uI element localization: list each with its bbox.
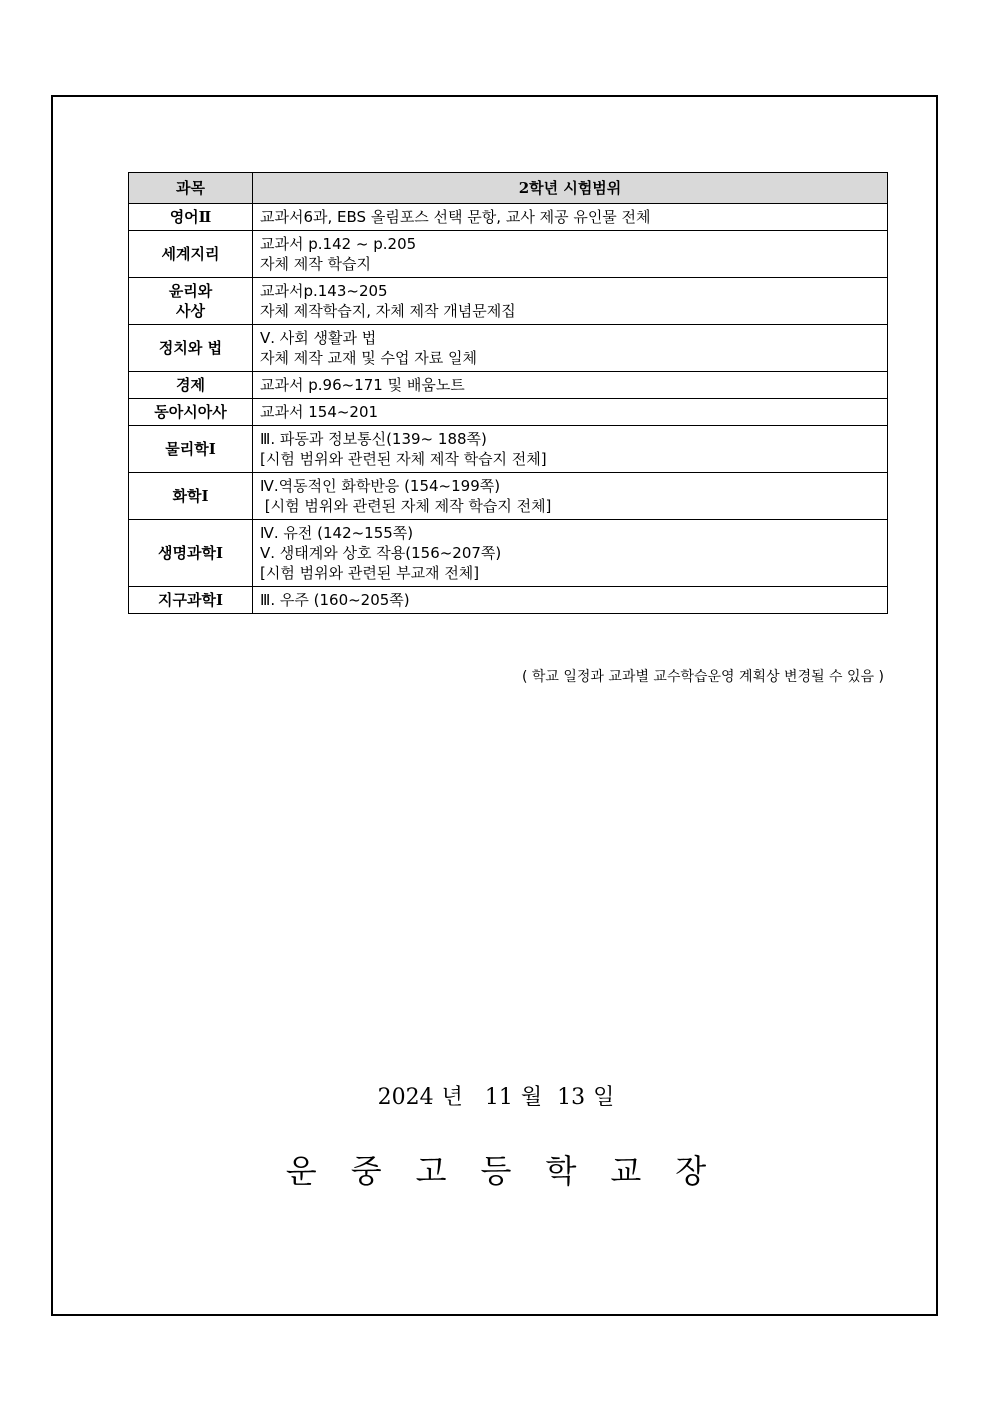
table-row — [129, 372, 888, 399]
date-month-unit: 월 — [520, 1085, 543, 1110]
subject-cell — [129, 204, 253, 231]
subject-name: 사상 — [176, 302, 205, 320]
exam-range-table — [128, 172, 888, 614]
range-line: [시험 범위와 관련된 자체 제작 학습지 전체] — [260, 450, 547, 468]
range-cell — [253, 204, 888, 231]
subject-cell — [129, 587, 253, 614]
subject-cell — [129, 426, 253, 473]
issue-date — [0, 1080, 992, 1111]
table-row — [129, 278, 888, 325]
subject-cell — [129, 399, 253, 426]
subject-cell — [129, 520, 253, 587]
range-line: [시험 범위와 관련된 자체 제작 학습지 전체] — [260, 497, 552, 515]
date-month: 11 — [484, 1085, 513, 1110]
subject-name: 세계지리 — [161, 245, 220, 263]
range-line: Ⅲ. 파동과 정보통신(139~ 188쪽) — [260, 430, 487, 448]
date-day: 13 — [557, 1085, 586, 1110]
subject-cell — [129, 278, 253, 325]
subject-cell — [129, 325, 253, 372]
range-line: Ⅳ. 유전 (142~155쪽) — [260, 524, 414, 542]
range-line: 자체 제작 교재 및 수업 자료 일체 — [260, 349, 477, 367]
range-cell — [253, 372, 888, 399]
header-subject: 과목 — [129, 173, 253, 204]
range-line: 교과서 p.96~171 및 배움노트 — [260, 376, 465, 394]
subject-name: 경제 — [176, 376, 205, 394]
subject-cell — [129, 231, 253, 278]
range-line: 교과서 154~201 — [260, 403, 379, 421]
header-range: 2학년 시험범위 — [253, 173, 888, 204]
range-line: Ⅴ. 생태계와 상호 작용(156~207쪽) — [260, 544, 502, 562]
subject-name: 영어Ⅱ — [169, 208, 212, 226]
range-cell — [253, 399, 888, 426]
range-line: 자체 제작 학습지 — [260, 255, 371, 273]
range-line: 교과서 p.142 ~ p.205 — [260, 235, 417, 253]
table-row — [129, 325, 888, 372]
date-year-unit: 년 — [441, 1085, 463, 1110]
range-cell — [253, 587, 888, 614]
subject-cell — [129, 372, 253, 399]
subject-name: 정치와 법 — [158, 339, 223, 357]
subject-name: 생명과학Ⅰ — [158, 544, 223, 562]
table-row — [129, 587, 888, 614]
subject-cell — [129, 473, 253, 520]
range-cell — [253, 473, 888, 520]
date-year: 2024 — [377, 1085, 434, 1110]
table-row — [129, 473, 888, 520]
table-body — [129, 204, 888, 614]
range-cell — [253, 520, 888, 587]
range-line: Ⅲ. 우주 (160~205쪽) — [260, 591, 410, 609]
school-principal-name: 운중고등학교장 — [285, 1152, 741, 1190]
table-row — [129, 204, 888, 231]
subject-name: 화학Ⅰ — [172, 487, 209, 505]
table-row — [129, 426, 888, 473]
subject-name: 물리학Ⅰ — [165, 440, 216, 458]
table-row — [129, 399, 888, 426]
range-line: [시험 범위와 관련된 부교재 전체] — [260, 564, 480, 582]
change-notice: ( 학교 일정과 교과별 교수학습운영 계획상 변경될 수 있음 ) — [521, 669, 884, 685]
range-cell — [253, 426, 888, 473]
subject-name: 지구과학Ⅰ — [158, 591, 223, 609]
range-cell — [253, 231, 888, 278]
range-line: Ⅴ. 사회 생활과 법 — [260, 329, 377, 347]
subject-name: 동아시아사 — [154, 403, 227, 421]
subject-name: 윤리와 — [168, 282, 213, 300]
range-line: 교과서6과, EBS 올림포스 선택 문항, 교사 제공 유인물 전체 — [260, 208, 651, 226]
range-cell — [253, 278, 888, 325]
table-header-row — [129, 173, 888, 204]
table-row — [129, 520, 888, 587]
range-line: 자체 제작학습지, 자체 제작 개념문제집 — [260, 302, 516, 320]
range-line: Ⅳ.역동적인 화학반응 (154~199쪽) — [260, 477, 501, 495]
table-row — [129, 231, 888, 278]
date-day-unit: 일 — [593, 1085, 615, 1110]
range-line: 교과서p.143~205 — [260, 282, 388, 300]
range-cell — [253, 325, 888, 372]
